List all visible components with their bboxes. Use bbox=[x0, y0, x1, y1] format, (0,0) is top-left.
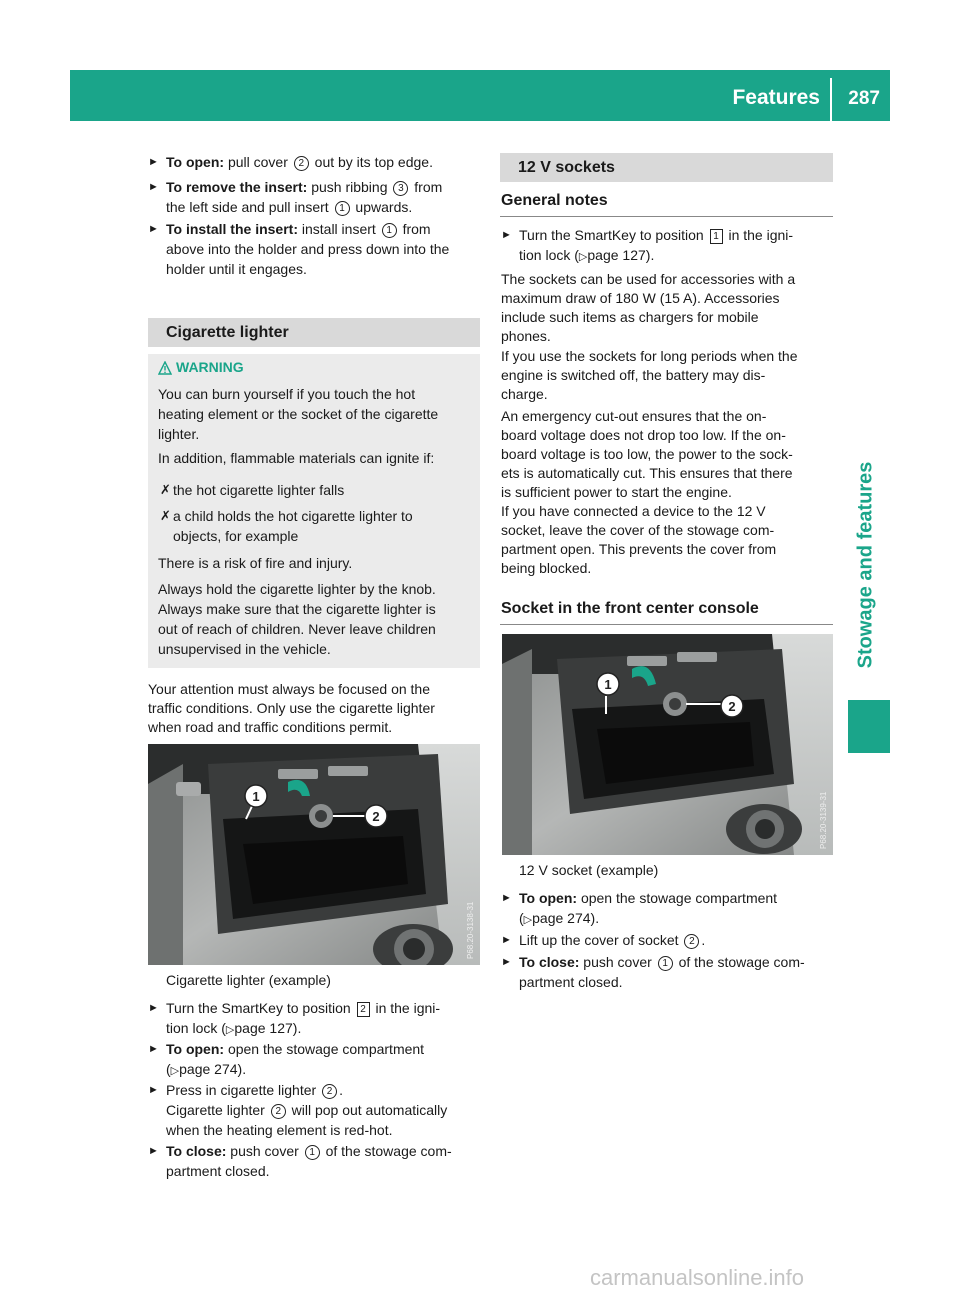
step-arrow-icon: ► bbox=[148, 181, 159, 193]
callout-2-icon: 2 bbox=[684, 934, 699, 949]
photo-caption: 12 V socket (example) bbox=[519, 862, 659, 878]
attention-paragraph: Your attention must always be focused on the traffic conditions. Only use the cigarette lighter when road and traffic conditions permit. bbox=[148, 681, 435, 735]
paragraph: The sockets can be used for accessories with a maximum draw of 180 W (15 A). Accessories include such items as chargers for mobile phones. bbox=[501, 271, 796, 344]
warning-box: WARNING You can burn yourself if you touch the hot heating element or the socket of the cigarette lighter. In addition, flammable materials can ignite if: ✗ the hot cigarette lighter falls ✗ a child holds the hot cigarette lighter to objects, for example There is a risk of fire and injury. Always hold the cigarette lighter by the knob. Always make sure that the cigarette lighter is out of reach of children. Never leave children unsupervised in the vehicle. bbox=[148, 354, 480, 668]
page-ref-icon: ▷ bbox=[170, 1065, 180, 1077]
callout-2-icon: 2 bbox=[294, 156, 309, 171]
position-1-icon: 1 bbox=[710, 229, 723, 244]
paragraph: If you use the sockets for long periods when the engine is switched off, the battery may dis- charge. bbox=[501, 348, 798, 402]
photo-callout-1: 1 bbox=[252, 789, 260, 804]
footer-watermark: carmanualsonline.info bbox=[590, 1265, 805, 1290]
step-arrow-icon: ► bbox=[148, 1145, 159, 1157]
step-arrow-icon: ► bbox=[148, 1002, 159, 1014]
step-open-compartment: ► To open: open the stowage compartment (▷page 274). bbox=[501, 890, 778, 926]
warning-icon bbox=[158, 361, 172, 375]
step-arrow-icon: ► bbox=[148, 1084, 159, 1096]
cigarette-lighter-photo bbox=[148, 744, 480, 965]
photo-callout-1: 1 bbox=[604, 677, 612, 692]
heading-rule bbox=[500, 624, 833, 625]
warning-bullet: ✗ a child holds the hot cigarette lighter to objects, for example bbox=[160, 508, 413, 544]
step-close-cover: ► To close: push cover 1 of the stowage com- partment closed. bbox=[148, 1143, 452, 1179]
step-arrow-icon: ► bbox=[501, 892, 512, 904]
warning-paragraph: There is a risk of fire and injury. bbox=[158, 555, 353, 571]
step-smartkey: ► Turn the SmartKey to position 2 in the igni- tion lock (▷page 127). bbox=[148, 1000, 441, 1036]
header-divider bbox=[830, 78, 832, 121]
warning-paragraph: Always hold the cigarette lighter by the knob. Always make sure that the cigarette lighter is out of reach of children. Never leave children unsupervised in the vehicle. bbox=[158, 581, 436, 657]
warning-paragraph: You can burn yourself if you touch the hot heating element or the socket of the cigarette lighter. bbox=[158, 386, 439, 442]
callout-2-icon: 2 bbox=[322, 1084, 337, 1099]
position-2-icon: 2 bbox=[357, 1002, 370, 1017]
photo-caption: Cigarette lighter (example) bbox=[166, 972, 331, 988]
step-arrow-icon: ► bbox=[501, 934, 512, 946]
warning-paragraph: In addition, flammable materials can ignite if: bbox=[158, 450, 435, 466]
photo-callout-2: 2 bbox=[728, 699, 736, 714]
step-arrow-icon: ► bbox=[148, 223, 159, 235]
step-close-cover: ► To close: push cover 1 of the stowage com- partment closed. bbox=[501, 954, 805, 990]
page-ref-icon: ▷ bbox=[578, 251, 588, 263]
callout-3-icon: 3 bbox=[393, 181, 408, 196]
callout-1-icon: 1 bbox=[382, 223, 397, 238]
callout-1-icon: 1 bbox=[335, 201, 350, 216]
chapter-title: Features bbox=[732, 86, 820, 109]
step-arrow-icon: ► bbox=[501, 229, 512, 241]
callout-2-icon: 2 bbox=[271, 1104, 286, 1119]
step-arrow-icon: ► bbox=[148, 156, 159, 168]
step-open-compartment: ► To open: open the stowage compartment (▷page 274). bbox=[148, 1041, 425, 1077]
heading-rule bbox=[500, 216, 833, 217]
page-ref-icon: ▷ bbox=[523, 914, 533, 926]
step-press-lighter: ► Press in cigarette lighter 2 . Cigarette lighter 2 will pop out automatically when the heating element is red-hot. bbox=[148, 1082, 448, 1138]
paragraph: If you have connected a device to the 12 V socket, leave the cover of the stowage com- partment open. This prevents the cover from being blocked. bbox=[501, 503, 777, 576]
page-header bbox=[70, 70, 890, 121]
section-cigarette-lighter: Cigarette lighter bbox=[148, 318, 480, 347]
page-number: 287 bbox=[848, 88, 880, 109]
heading-general-notes: General notes bbox=[501, 192, 608, 209]
step-smartkey: ► Turn the SmartKey to position 1 in the igni- tion lock (▷page 127). bbox=[501, 227, 794, 263]
heading-socket-console: Socket in the front center console bbox=[501, 600, 759, 617]
socket-photo bbox=[502, 634, 833, 855]
warning-heading: WARNING bbox=[158, 359, 244, 375]
page-ref-icon: ▷ bbox=[225, 1024, 235, 1036]
step-arrow-icon: ► bbox=[501, 956, 512, 968]
photo-callout-2: 2 bbox=[372, 809, 380, 824]
section-12v-sockets: 12 V sockets bbox=[500, 153, 833, 182]
side-tab-label: Stowage and features bbox=[854, 461, 877, 669]
side-tab-marker bbox=[848, 700, 890, 753]
callout-1-icon: 1 bbox=[305, 1145, 320, 1160]
photo-code: P68.20-3138-31 bbox=[466, 901, 475, 959]
step-remove-insert: ► To remove the insert: push ribbing 3 from the left side and pull insert 1 upwards. bbox=[148, 179, 443, 215]
paragraph: An emergency cut-out ensures that the on- board voltage does not drop too low. If the on- board voltage is too low, the power to the sock- ets is automatically cut. This ensures that there is sufficient power to start the engine. bbox=[501, 408, 793, 500]
step-install-insert: ► To install the insert: install insert 1 from above into the holder and press down into the holder until it engages. bbox=[148, 221, 450, 277]
photo-code: P68.20-3139-31 bbox=[819, 791, 828, 849]
callout-1-icon: 1 bbox=[658, 956, 673, 971]
step-arrow-icon: ► bbox=[148, 1043, 159, 1055]
